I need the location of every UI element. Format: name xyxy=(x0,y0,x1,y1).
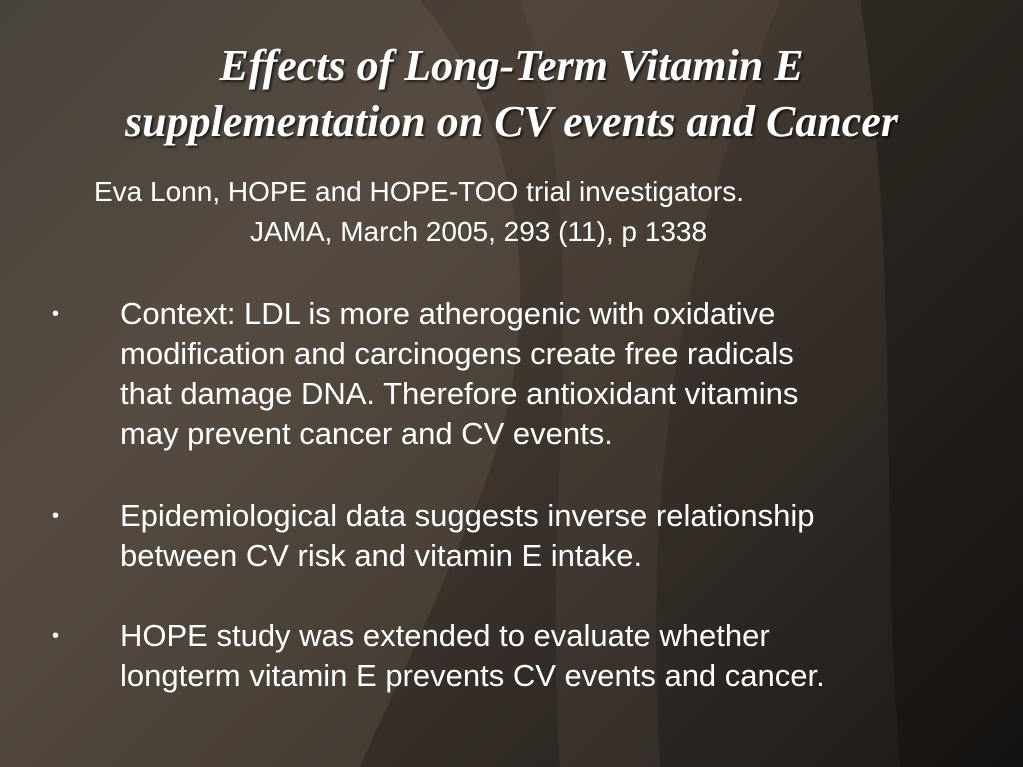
bullet-line: that damage DNA. Therefore antioxidant vitamins xyxy=(120,376,799,411)
title-line-1: Effects of Long-Term Vitamin E xyxy=(219,41,804,90)
bullet-marker: • xyxy=(52,303,60,325)
bullet-line: may prevent cancer and CV events. xyxy=(120,416,613,451)
bullet-item-epidemiology xyxy=(0,496,1023,576)
bullet-line: longterm vitamin E prevents CV events and cancer. xyxy=(120,658,825,693)
bullet-marker: • xyxy=(52,505,60,527)
bullet-line: HOPE study was extended to evaluate whether xyxy=(120,618,770,653)
slide-title xyxy=(0,38,1023,150)
citation-line-1: Eva Lonn, HOPE and HOPE-TOO trial investigators. xyxy=(94,176,744,207)
title-line-2: supplementation on CV events and Cancer xyxy=(125,97,898,146)
bullet-text xyxy=(120,496,960,576)
bullet-marker: • xyxy=(52,625,60,647)
bullet-line: Epidemiological data suggests inverse relationship xyxy=(120,498,815,533)
bullet-item-context xyxy=(0,294,1023,454)
bullet-item-hope-study xyxy=(0,616,1023,696)
bullet-line: modification and carcinogens create free radicals xyxy=(120,336,794,371)
bullet-line: between CV risk and vitamin E intake. xyxy=(120,538,643,573)
bullet-line: Context: LDL is more atherogenic with oxidative xyxy=(120,296,776,331)
citation-line-2: JAMA, March 2005, 293 (11), p 1338 xyxy=(250,216,708,247)
bullet-text xyxy=(120,294,960,454)
bullet-text xyxy=(120,616,960,696)
